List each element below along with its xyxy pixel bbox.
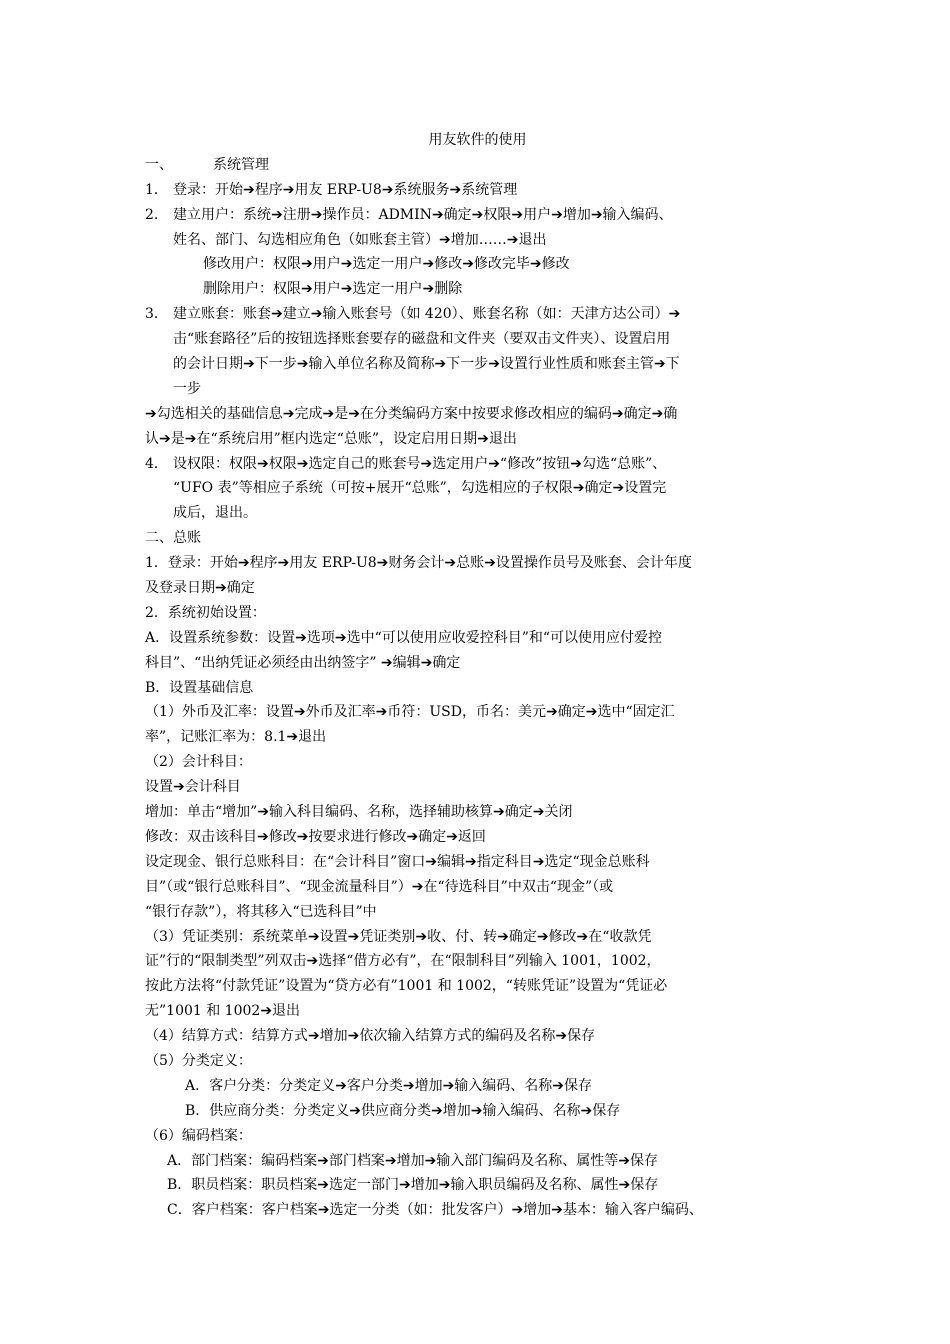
- paragraph-line: 按此方法将“付款凭证”设置为“贷方必有”1001 和 1002，“转账凭证”设置为“凭证必: [145, 978, 668, 995]
- paragraph-line: 及登录日期➔确定: [145, 580, 255, 597]
- paragraph-line: 2．系统初始设置：: [145, 604, 266, 621]
- sub-item-line: B．职员档案：职员档案➔选定一部门➔增加➔输入职员编码及名称、属性➔保存: [167, 1177, 659, 1194]
- paragraph-line: 修改：双击该科目➔修改➔按要求进行修改➔确定➔返回: [145, 828, 486, 845]
- paragraph-line: （5）分类定义：: [145, 1052, 252, 1069]
- item-text: 建立账套：账套➔建立➔输入账套号（如 420）、账套名称（如：天津方达公司）➔: [173, 306, 681, 323]
- paragraph-line: “银行存款”），将其移入“已选科目”中: [145, 903, 377, 920]
- sub-item-line: C．客户档案：客户档案➔选定一分类（如：批发客户）➔增加➔基本：输入客户编码、: [167, 1202, 703, 1219]
- section-label: 系统管理: [213, 156, 269, 173]
- paragraph-line: ➔勾选相关的基础信息➔完成➔是➔在分类编码方案中按要求修改相应的编码➔确定➔确: [145, 405, 678, 422]
- paragraph-line: 目”（或“银行总账科目”、“现金流量科目”）➔在“待选科目”中双击“现金”（或: [145, 878, 614, 895]
- paragraph-line: 增加：单击“增加”➔输入科目编码、名称，选择辅助核算➔确定➔关闭: [145, 804, 573, 821]
- section-heading: [145, 153, 810, 178]
- document-body: [145, 128, 810, 1223]
- section-number: 一、: [145, 156, 173, 173]
- item-number: 4．: [145, 455, 168, 472]
- item-text-line: 姓名、部门、勾选相应角色（如账套主管）➔增加……➔退出: [173, 231, 547, 248]
- paragraph-line: B．设置基础信息: [145, 679, 254, 696]
- paragraph-line: 科目”、“出纳凭证必须经由出纳签字” ➔编辑➔确定: [145, 654, 461, 671]
- list-item: [145, 452, 810, 477]
- item-number: 1．: [145, 181, 168, 198]
- sub-item-line: B．供应商分类：分类定义➔供应商分类➔增加➔输入编码、名称➔保存: [185, 1102, 621, 1119]
- item-text-line: 的会计日期➔下一步➔输入单位名称及简称➔下一步➔设置行业性质和账套主管➔下: [173, 356, 680, 373]
- item-text-line: 删除用户：权限➔用户➔选定一用户➔删除: [203, 281, 463, 298]
- paragraph-line: A．设置系统参数：设置➔选项➔选中“可以使用应收爱控科目”和“可以使用应付爱控: [145, 629, 663, 646]
- item-text-line: “UFO 表”等相应子系统（可按+展开“总账”，勾选相应的子权限➔确定➔设置完: [173, 480, 667, 497]
- sub-item-line: A．客户分类：分类定义➔客户分类➔增加➔输入编码、名称➔保存: [185, 1077, 593, 1094]
- paragraph-line: 设定现金、银行总账科目：在“会计科目”窗口➔编辑➔指定科目➔选定“现金总账科: [145, 853, 650, 870]
- paragraph-line: （3）凭证类别：系统菜单➔设置➔凭证类别➔收、付、转➔确定➔修改➔在“收款凭: [145, 928, 652, 945]
- paragraph-line: 无”1001 和 1002➔退出: [145, 1003, 301, 1020]
- item-text: 建立用户：系统➔注册➔操作员：ADMIN➔确定➔权限➔用户➔增加➔输入编码、: [173, 206, 673, 223]
- paragraph-line: （2）会计科目：: [145, 754, 252, 771]
- item-number: 3．: [145, 306, 168, 323]
- paragraph-line: （4）结算方式：结算方式➔增加➔依次输入结算方式的编码及名称➔保存: [145, 1028, 596, 1045]
- paragraph-line: 证”行的“限制类型”列双击➔选择“借方必有”，在“限制科目”列输入 1001，1002，: [145, 953, 661, 970]
- paragraph-line: （1）外币及汇率：设置➔外币及汇率➔币符：USD，币名：美元➔确定➔选中“固定汇: [145, 704, 675, 721]
- item-text-line: 一步: [173, 380, 201, 397]
- item-text: 登录：开始➔程序➔用友 ERP-U8➔系统服务➔系统管理: [173, 181, 518, 198]
- list-item: [145, 178, 810, 203]
- paragraph-line: 率”，记账汇率为：8.1➔退出: [145, 729, 327, 746]
- page-title: 用友软件的使用: [428, 132, 527, 148]
- item-text-line: 成后，退出。: [173, 505, 257, 522]
- item-text: 设权限：权限➔权限➔选定自己的账套号➔选定用户➔“修改”按钮➔勾选“总账”、: [173, 455, 667, 472]
- sub-item-line: A．部门档案：编码档案➔部门档案➔增加➔输入部门编码及名称、属性等➔保存: [167, 1152, 659, 1169]
- section-heading: 二、总账: [145, 530, 201, 547]
- item-number: 2．: [145, 206, 168, 223]
- item-text-line: 修改用户：权限➔用户➔选定一用户➔修改➔修改完毕➔修改: [203, 256, 570, 273]
- paragraph-line: （6）编码档案：: [145, 1127, 252, 1144]
- list-item: [145, 302, 810, 327]
- item-text-line: 击“账套路径”后的按钮选择账套要存的磁盘和文件夹（要双击文件夹）、设置启用: [173, 331, 671, 348]
- paragraph-line: 设置➔会计科目: [145, 779, 241, 796]
- list-item: [145, 203, 810, 228]
- paragraph-line: 1．登录：开始➔程序➔用友 ERP-U8➔财务会计➔总账➔设置操作员号及账套、会计年度: [145, 555, 692, 572]
- paragraph-line: 认➔是➔在“系统启用”框内选定“总账”，设定启用日期➔退出: [145, 430, 517, 447]
